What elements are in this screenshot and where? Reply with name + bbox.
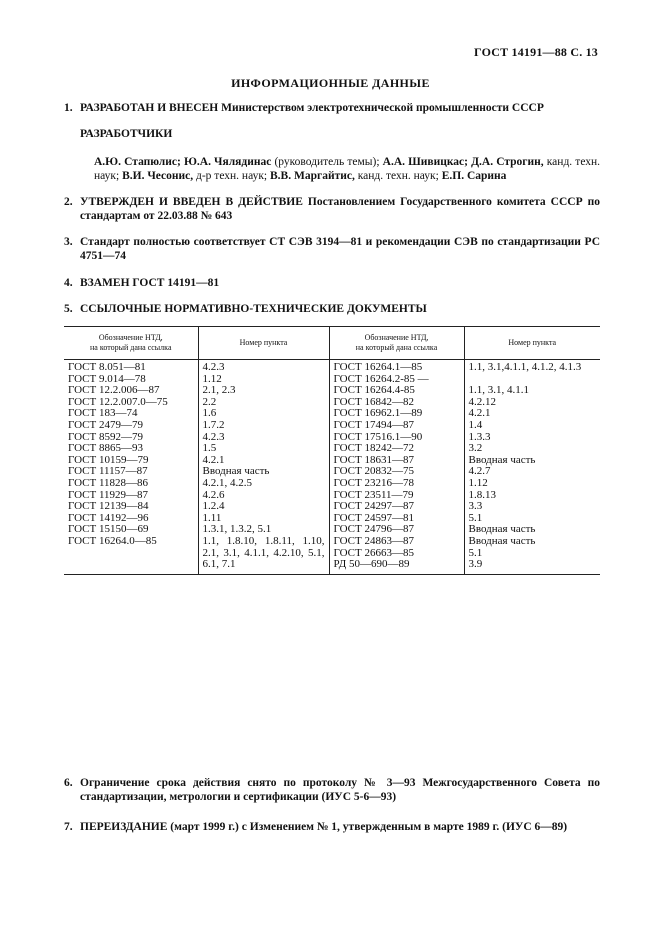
right-point-cell [464, 360, 600, 575]
info-item-1 [64, 101, 600, 115]
point-number: 4.2.1 [202, 453, 225, 466]
point-number: 4.2.6 [202, 488, 225, 501]
point-number: 1.12 [468, 476, 488, 489]
ntd-designation: ГОСТ 14192—96 [68, 511, 149, 524]
ntd-designation: ГОСТ 23216—78 [333, 476, 414, 489]
ntd-designation: ГОСТ 18631—87 [333, 453, 414, 466]
item-number: 2. [64, 196, 73, 208]
point-number: 3.3 [468, 500, 483, 513]
developer-detail: д-р техн. наук; [193, 170, 271, 182]
item-number: 1. [64, 102, 73, 114]
point-number: 4.2.12 [468, 395, 496, 408]
ntd-designation: РД 50—690—89 [333, 558, 410, 571]
developer-name: А.Ю. Стапюлис; [94, 156, 181, 168]
ntd-designation: ГОСТ 183—74 [68, 407, 138, 420]
item-7-lead: ПЕРЕИЗДАНИЕ [80, 821, 168, 833]
point-number: 1.3.1, 1.3.2, 5.1 [202, 523, 272, 536]
point-number: 5.1 [468, 546, 483, 559]
developer-detail: канд. техн. наук; [354, 170, 442, 182]
item-number: 3. [64, 236, 73, 248]
developer-name: А.А. Шивицкас; [382, 156, 468, 168]
point-number: 1.4 [468, 418, 483, 431]
item-7-text: (март 1999 г.) с Изменением № 1, утвержденным в марте 1989 г. (ИУС 6—89) [167, 821, 568, 833]
item-2-text: Постановлением Государственного комитета СССР по стандартам от 22.03.88 № 643 [80, 196, 600, 222]
developer-detail: (руководитель темы); [271, 156, 383, 168]
ntd-designation: ГОСТ 11929—87 [68, 488, 149, 501]
point-number: 2.1, 2.3 [202, 384, 236, 397]
item-number: 7. [64, 821, 73, 833]
ntd-designation: ГОСТ 20832—75 [333, 465, 414, 478]
left-ntd-cell [64, 360, 198, 575]
item-1-lead: РАЗРАБОТАН И ВНЕСЕН [80, 102, 219, 114]
column-header-point: Номер пункта [464, 327, 600, 360]
point-number: 1.2.4 [202, 500, 225, 513]
references-table [64, 326, 600, 575]
ntd-designation: ГОСТ 16264.2-85 — [333, 372, 429, 385]
point-number: Вводная часть [468, 534, 536, 547]
table-row [64, 360, 600, 575]
column-header-ntd: Обозначение НТД, на который дана ссылка [64, 327, 198, 360]
ntd-designation: ГОСТ 12.2.006—87 [68, 384, 160, 397]
column-header-ntd: Обозначение НТД, на который дана ссылка [329, 327, 464, 360]
ntd-designation: ГОСТ 16264.0—85 [68, 534, 157, 547]
left-last-point: 1.1, 1.8.10, 1.8.11, 1.10, 2.1, 3.1, 4.1.1, 4.2.10, 5.1, 6.1, 7.1 [202, 534, 325, 571]
developer-name: В.В. Маргайтис, [270, 170, 355, 182]
point-number: Вводная часть [468, 523, 536, 536]
developer-name: Ю.А. Чялядинас [183, 156, 272, 168]
column-header-point: Номер пункта [198, 327, 329, 360]
point-number: Вводная часть [468, 453, 536, 466]
point-number: 4.2.3 [202, 361, 225, 373]
ntd-designation: ГОСТ 24863—87 [333, 534, 414, 547]
item-6-text: Ограничение срока действия снято по протоколу № 3—93 Межгосударственного Совета по стандартизации, метрологии и сертификации (ИУС 5-6—93) [80, 777, 600, 803]
ntd-designation: ГОСТ 24796—87 [333, 523, 414, 536]
ntd-designation: ГОСТ 17516.1—90 [333, 430, 423, 443]
point-number: 4.2.7 [468, 465, 491, 478]
ntd-designation: ГОСТ 15150—69 [68, 523, 149, 536]
point-number: 1.5 [202, 442, 217, 455]
item-2-lead: УТВЕРЖДЕН И ВВЕДЕН В ДЕЙСТВИЕ [80, 196, 303, 208]
developer-name: Д.А. Строгин, [471, 156, 544, 168]
item-number: 4. [64, 277, 73, 289]
ntd-designation: ГОСТ 11157—87 [68, 465, 148, 478]
developer-detail: канд. техн. наук; [94, 156, 601, 182]
ntd-designation: ГОСТ 24297—87 [333, 500, 414, 513]
ntd-designation: ГОСТ 17494—87 [333, 418, 414, 431]
info-item-4 [64, 276, 600, 290]
point-number: 1.1, 3.1,4.1.1, 4.1.2, 4.1.3 [468, 361, 582, 373]
right-ntd-cell [329, 360, 464, 575]
ntd-designation: ГОСТ 11828—86 [68, 476, 149, 489]
ntd-designation: ГОСТ 23511—79 [333, 488, 414, 501]
point-number: 5.1 [468, 511, 483, 524]
point-number: Вводная часть [202, 465, 270, 478]
ntd-designation: ГОСТ 26663—85 [333, 546, 414, 559]
left-point-cell [198, 360, 329, 575]
running-head: ГОСТ 14191—88 С. 13 [474, 45, 598, 59]
point-number: 3.2 [468, 442, 483, 455]
item-4-text: ВЗАМЕН ГОСТ 14191—81 [80, 277, 220, 289]
developers-list [94, 155, 600, 183]
point-number: 1.8.13 [468, 488, 496, 501]
ntd-designation: ГОСТ 16264.4-85 [333, 384, 415, 397]
ntd-designation: ГОСТ 16842—82 [333, 395, 414, 408]
point-number: 4.2.1 [468, 407, 491, 420]
point-number: 1.6 [202, 407, 217, 420]
ntd-designation: ГОСТ 8.051—81 [68, 361, 146, 373]
ntd-designation: ГОСТ 2479—79 [68, 418, 143, 431]
point-number: 1.3.3 [468, 430, 491, 443]
point-number: 1.12 [202, 372, 222, 385]
ntd-designation: ГОСТ 16962.1—89 [333, 407, 423, 420]
point-number: 1.11 [202, 511, 222, 524]
item-5-text: ССЫЛОЧНЫЕ НОРМАТИВНО-ТЕХНИЧЕСКИЕ ДОКУМЕНТЫ [80, 303, 427, 315]
point-number: 3.9 [468, 558, 483, 571]
ntd-designation: ГОСТ 9.014—78 [68, 372, 146, 385]
ntd-designation: ГОСТ 10159—79 [68, 453, 149, 466]
point-number: 4.2.3 [202, 430, 225, 443]
item-number: 6. [64, 777, 73, 789]
ntd-designation: ГОСТ 12139—84 [68, 500, 149, 513]
info-item-5 [64, 302, 600, 316]
ntd-designation: ГОСТ 16264.1—85 [333, 361, 423, 373]
point-number: 1.7.2 [202, 418, 225, 431]
ntd-designation: ГОСТ 12.2.007.0—75 [68, 395, 168, 408]
point-number: 4.2.1, 4.2.5 [202, 476, 252, 489]
ntd-designation: ГОСТ 8592—79 [68, 430, 143, 443]
item-3-text: Стандарт полностью соответствует СТ СЭВ 3194—81 и рекомендации СЭВ по стандартизации РС 4751—74 [80, 236, 600, 262]
developers-heading: РАЗРАБОТЧИКИ [80, 128, 173, 140]
page-title: ИНФОРМАЦИОННЫЕ ДАННЫЕ [231, 76, 430, 90]
item-number: 5. [64, 303, 73, 315]
ntd-designation: ГОСТ 24597—81 [333, 511, 414, 524]
ntd-designation: ГОСТ 8865—93 [68, 442, 143, 455]
info-item-6 [64, 776, 600, 804]
info-item-7 [64, 820, 600, 834]
table-header-row [64, 327, 600, 360]
info-item-3 [64, 235, 600, 263]
item-1-text: Министерством электротехнической промышленности СССР [218, 102, 544, 114]
point-number: 1.1, 3.1, 4.1.1 [468, 384, 529, 397]
ntd-designation: ГОСТ 18242—72 [333, 442, 414, 455]
developer-name: В.И. Чесонис, [122, 170, 194, 182]
point-number: 2.2 [202, 395, 217, 408]
info-item-2 [64, 195, 600, 223]
developer-name: Е.П. Сарина [441, 170, 507, 182]
